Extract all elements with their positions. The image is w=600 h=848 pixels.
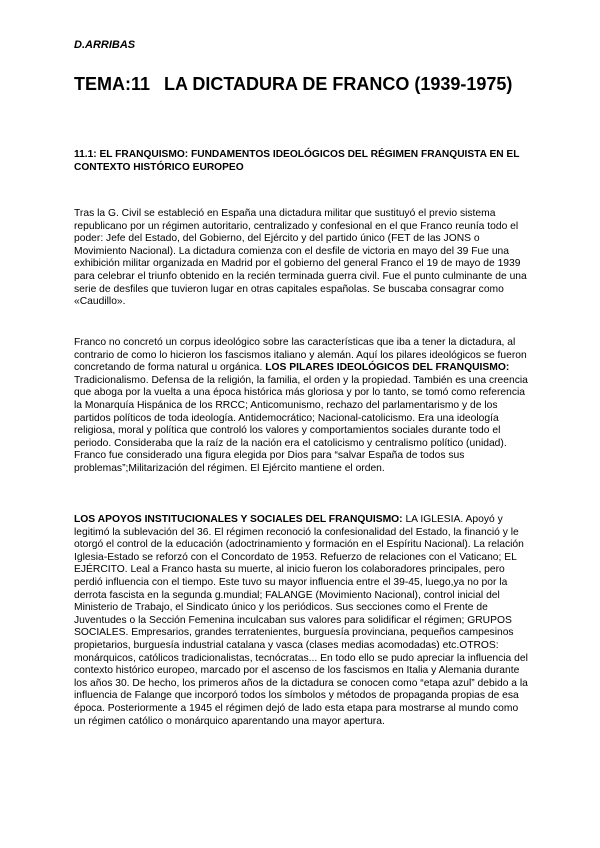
apoyos-body-text: LA IGLESIA. Apoyó y legitimó la sublevación del 36. El régimen reconoció la confesionalidad del Estado, la financió y le otorgó el control de la educación (adoctrinamiento y formación en el Espíritu Nacional). La relación Iglesia-Estado se reforzó con el Concordato de 1953. Refuerzo de relaciones con el Vaticano; EL EJÉRCITO. Leal a Franco hasta su muerte, al inicio fueron los colaboradores principales, pero perdió influencia con el tiempo. Este tuvo su mayor influencia entre el 39-45, luego,ya no por la derrota fascista en la segunda g.mundial; FALANGE (Movimiento Nacional), control inicial del Ministerio de Trabajo, el Sindicato único y los periódicos. Sus secciones como el Frente de Juventudes o la Sección Femenina inculcaban sus valores para solidificar el régimen; GRUPOS SOCIALES. Empresarios, grandes terratenientes, burguesía provinciana, pequeños campesinos propietarios, burguesía industrial catalana y vasca (clases medias acomodadas) etc.OTROS: monárquicos, católicos tradicionalistas, tecnócratas... En todo ello se pudo apreciar la influencia del contexto histórico europeo, marcado por el ascenso de los fascismos en Italia y Alemania durante los años 30. De hecho, los primeros años de la dictadura se conocen como “etapa azul” debido a la influencia de Falange que incorporó todos los símbolos y métodos de propaganda propias de esa época. Posteriormente a 1945 el régimen dejó de lado esta etapa para mostrarse al mundo como un régimen católico o monárquico aparentando una mayor apertura. — [74, 514, 528, 727]
section-title: 11.1: EL FRANQUISMO: FUNDAMENTOS IDEOLÓGICOS DEL RÉGIMEN FRANQUISTA EN EL CONTEXTO HISTÓRICO EUROPEO — [74, 149, 520, 173]
title-number: TEMA:11 — [74, 74, 151, 94]
apoyos-heading: LOS APOYOS INSTITUCIONALES Y SOCIALES DEL FRANQUISMO: — [74, 514, 403, 525]
pilares-heading: LOS PILARES IDEOLÓGICOS DEL FRANQUISMO: — [265, 362, 510, 374]
paragraph-intro: Tras la G. Civil se estableció en España una dictadura militar que sustituyó el previo sistema republicano por un régimen autoritario, centralizado y confesional en el que Franco reunía todo el poder: Jefe del Estado, del Gobierno, del Ejército y del partido único (FET de las JONS o Movimiento Nacional). La dictadura comienza con el desfile de victoria en mayo del 39 Fue una exhibición militar organizada en Madrid por el gobierno del general Franco el 19 de mayo de 1939 para celebrar el triunfo obtenido en la recién terminada guerra civil. Fue el punto culminante de una serie de desfiles que tuvieron lugar en otras capitales españolas. Se buscaba consagrar como «Caudillo». — [74, 208, 527, 308]
pilares-body-text: Tradicionalismo. Defensa de la religión, la familia, el orden y la propiedad. También es una creencia que aboga por la vuelta a una época histórica más gloriosa y por lo tanto, se tomó como referencia la Monarquía Hispánica de los RRCC; Anticomunismo, rechazo del parlamentarismo y de los partidos políticos de toda ideología. Antidemocrático; Nacional-catolicismo. Era una ideología religiosa, moral y política que controló los valores y comportamientos sociales durante todo el periodo. Consideraba que la raíz de la nación era el catolicismo y centralismo político (unidad). Franco fue considerado una figura elegida por Dios para “salvar España de todos sus problemas”;Militarización del régimen. El Ejército mantiene el orden. — [74, 374, 528, 474]
paragraph-apoyos — [74, 514, 532, 728]
author-name: D.ARRIBAS — [74, 39, 136, 51]
title-text: LA DICTADURA DE FRANCO (1939-1975) — [164, 74, 513, 94]
pilares-intro-text: Franco no concretó un corpus ideológico sobre las características que iba a tener la dictadura, al contrario de como lo hicieron los fascismos italiano y alemán. Aquí los pilares ideológicos se fueron concretando de forma natural u orgánica. — [74, 337, 527, 374]
paragraph-pilares — [74, 337, 532, 476]
document-title — [74, 74, 574, 95]
